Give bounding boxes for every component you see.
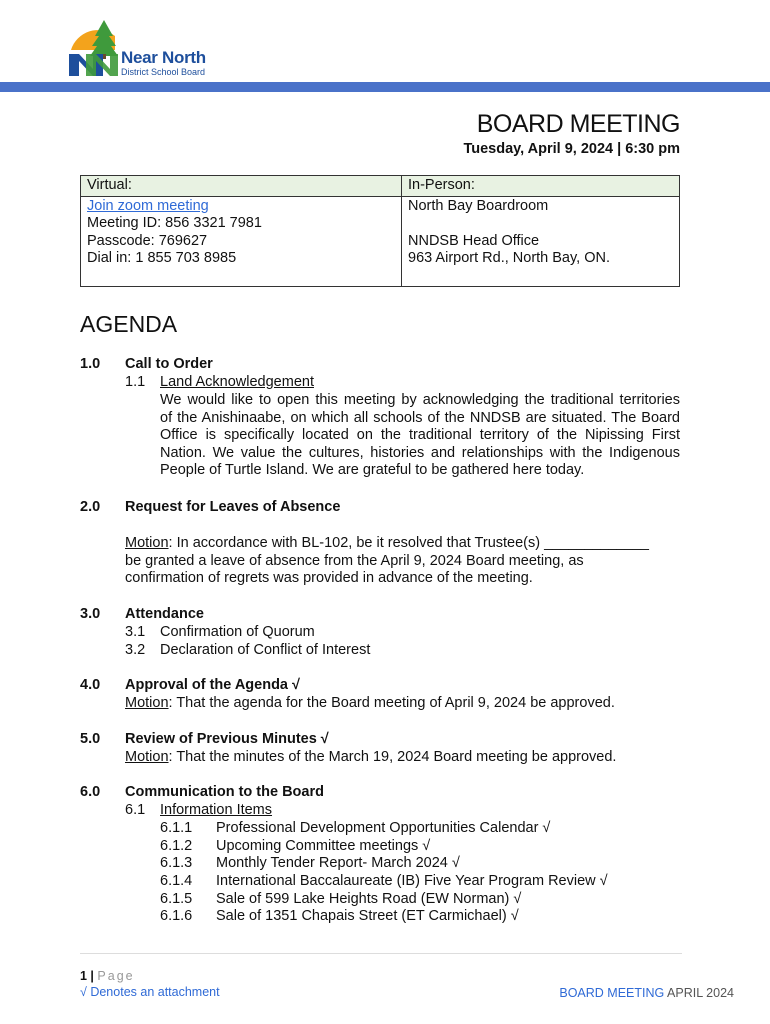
section-title: Request for Leaves of Absence: [125, 499, 341, 515]
section-number: 4.0: [80, 677, 101, 693]
page-title: BOARD MEETING: [476, 110, 680, 138]
subitem-land-ack: 1.1 Land Acknowledgement: [125, 374, 314, 390]
section-number: 3.0: [80, 606, 101, 622]
section-number: 5.0: [80, 731, 101, 747]
subitem-quorum: 3.1 Confirmation of Quorum: [125, 624, 315, 640]
section-title: Review of Previous Minutes √: [125, 731, 329, 747]
section-number: 2.0: [80, 499, 101, 515]
logo-subtitle: District School Board: [121, 67, 206, 77]
meeting-datetime: Tuesday, April 9, 2024 | 6:30 pm: [463, 141, 680, 157]
attachment-legend: √ Denotes an attachment: [80, 985, 220, 999]
location-office: NNDSB Head Office: [408, 232, 540, 249]
virtual-details: [81, 196, 402, 286]
info-item: 6.1.4 International Baccalaureate (IB) Five Year Program Review √: [160, 873, 608, 889]
section-title: Call to Order: [125, 356, 213, 372]
meeting-id: Meeting ID: 856 3321 7981: [87, 215, 262, 231]
zoom-link[interactable]: Join zoom meeting: [87, 197, 209, 214]
section-title: Communication to the Board: [125, 784, 324, 800]
info-item: 6.1.2 Upcoming Committee meetings √: [160, 837, 431, 854]
meeting-info-table: [80, 175, 680, 287]
subitem-title: Land Acknowledgement: [160, 374, 314, 390]
info-item: 6.1.5 Sale of 599 Lake Heights Road (EW Norman) √: [160, 890, 522, 907]
motion-line: Motion: That the agenda for the Board meeting of April 9, 2024 be approved.: [125, 695, 615, 711]
subitem-conflict: 3.2 Declaration of Conflict of Interest: [125, 641, 371, 658]
subitem-information-items: 6.1 Information Items: [125, 802, 273, 818]
location-boardroom: North Bay Boardroom: [408, 197, 549, 214]
section-number: 6.0: [80, 784, 101, 800]
section-number: 1.0: [80, 356, 101, 372]
section-title: Approval of the Agenda √: [125, 677, 300, 693]
page-number: 1 | Page: [80, 969, 135, 983]
section-title: Attendance: [125, 606, 204, 622]
inperson-header: In-Person:: [402, 176, 680, 197]
logo-name: Near North: [121, 48, 206, 67]
inperson-details: [402, 196, 680, 286]
footer-divider: [80, 953, 682, 954]
dial-in: Dial in: 1 855 703 8985: [87, 250, 237, 266]
info-item: 6.1.3 Monthly Tender Report- March 2024 √: [160, 855, 460, 871]
motion-line: Motion: In accordance with BL-102, be it resolved that Trustee(s) _____________: [125, 535, 649, 551]
motion-line: Motion: That the minutes of the March 19, 2024 Board meeting be approved.: [125, 749, 617, 765]
passcode: Passcode: 769627: [87, 232, 208, 249]
info-item: 6.1.6 Sale of 1351 Chapais Street (ET Carmichael) √: [160, 908, 519, 924]
header-bar: [0, 82, 770, 92]
info-item: 6.1.1 Professional Development Opportunities Calendar √: [160, 820, 551, 836]
agenda-heading: AGENDA: [80, 311, 178, 337]
location-address: 963 Airport Rd., North Bay, ON.: [408, 250, 611, 266]
footer-doc-label: BOARD MEETING APRIL 2024: [559, 986, 734, 1000]
land-ack-paragraph: We would like to open this meeting by acknowledging the traditional territories of the Anishinaabe, on which all schools of the NNDSB are situated. The Board Office is specifically located on the traditional territory of the Nipissing First Nation. We value the cultures, histories and relationships with the Indigenous People of Turtle Island. We are grateful to be gathered here today.: [160, 392, 680, 478]
virtual-header: Virtual:: [81, 176, 402, 197]
